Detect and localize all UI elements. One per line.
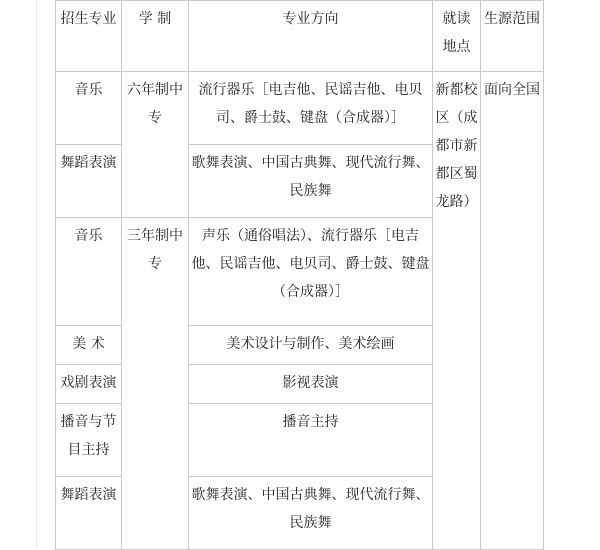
page-left-border xyxy=(36,0,37,549)
major-cell: 播音与节目主持 xyxy=(56,404,122,477)
direction-cell: 播音主持 xyxy=(189,404,433,477)
length-cell-three-year: 三年制中专 xyxy=(122,218,189,550)
header-major: 招生专业 xyxy=(56,1,122,72)
major-cell: 戏剧表演 xyxy=(56,365,122,404)
direction-cell: 美术设计与制作、美术绘画 xyxy=(189,326,433,365)
scope-cell: 面向全国 xyxy=(481,72,544,550)
admissions-table xyxy=(55,0,544,550)
direction-cell: 歌舞表演、中国古典舞、现代流行舞、民族舞 xyxy=(189,145,433,218)
major-cell: 舞蹈表演 xyxy=(56,477,122,550)
direction-cell: 影视表演 xyxy=(189,365,433,404)
length-cell-six-year: 六年制中专 xyxy=(122,72,189,218)
major-cell: 舞蹈表演 xyxy=(56,145,122,218)
location-cell: 新都校区（成都市新都区蜀龙路） xyxy=(433,72,481,550)
header-length: 学 制 xyxy=(122,1,189,72)
major-cell: 美 术 xyxy=(56,326,122,365)
major-cell: 音乐 xyxy=(56,218,122,326)
direction-cell: 声乐（通俗唱法）、流行器乐［电吉他、民谣吉他、电贝司、爵士鼓、键盘（合成器）］ xyxy=(189,218,433,326)
table-row xyxy=(56,72,544,145)
direction-cell: 歌舞表演、中国古典舞、现代流行舞、民族舞 xyxy=(189,477,433,550)
header-scope: 生源范围 xyxy=(481,1,544,72)
major-cell: 音乐 xyxy=(56,72,122,145)
header-location: 就读 地点 xyxy=(433,1,481,72)
direction-cell: 流行器乐［电吉他、民谣吉他、电贝司、爵士鼓、键盘（合成器）］ xyxy=(189,72,433,145)
header-direction: 专业方向 xyxy=(189,1,433,72)
table-header-row xyxy=(56,1,544,72)
